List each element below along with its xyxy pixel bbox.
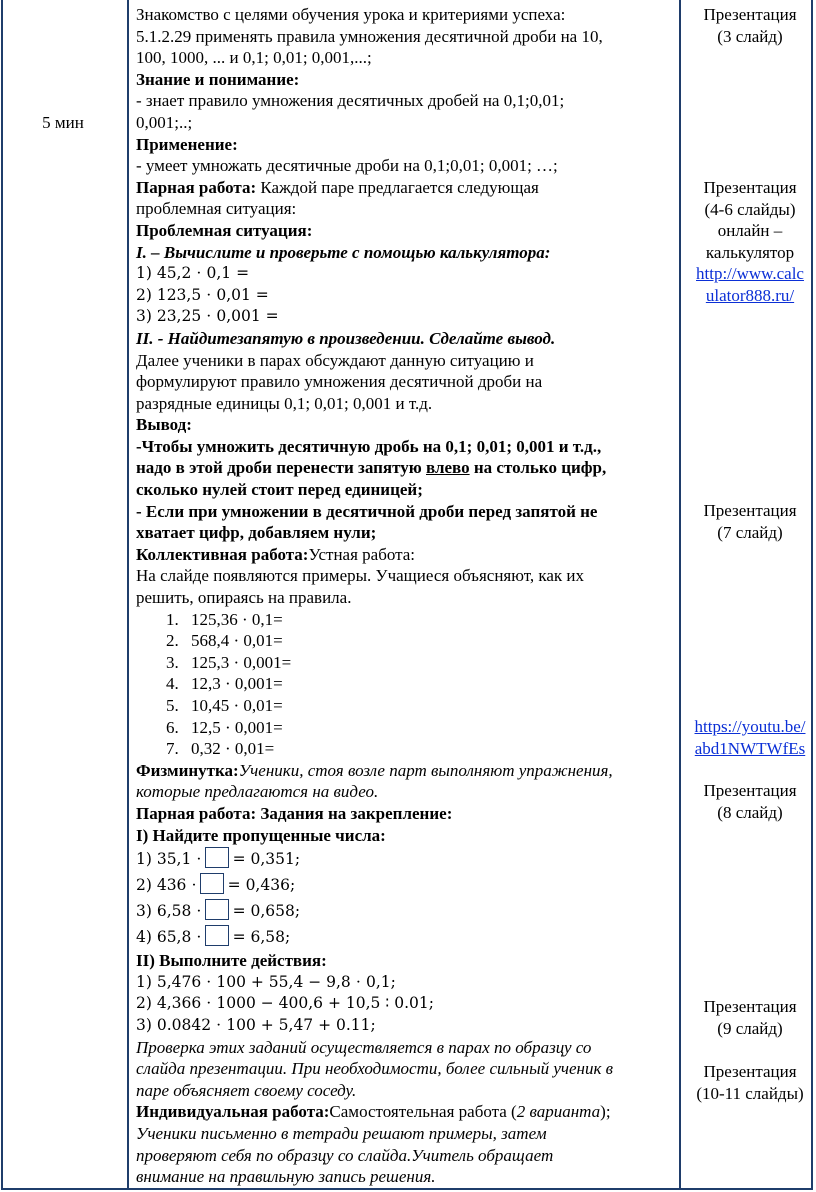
text-span: Каждой паре предлагается следующая — [256, 177, 539, 197]
resource-video-link — [686, 716, 814, 759]
pair-work-label: Парная работа: — [136, 177, 257, 197]
resource-text: (7 слайд) — [717, 522, 783, 542]
text-line: разрядные единицы 0,1; 0,01; 0,001 и т.д. — [136, 393, 433, 413]
text-line: - знает правило умножения десятичных дробей на 0,1;0,01; — [136, 91, 565, 111]
rule-line: - Если при умножении в десятичной дроби перед запятой не — [136, 501, 598, 521]
math-text: = 0,351; — [232, 850, 301, 869]
rule-line: хватает цифр, добавляем нули; — [136, 523, 377, 543]
calculator-link[interactable]: ulator888.ru/ — [705, 285, 795, 305]
text-line: 100, 1000, ... и 0,1; 0,01; 0,001,...; — [136, 48, 372, 68]
resource-presentation-8 — [686, 780, 814, 823]
list-number: 4. — [166, 674, 179, 694]
resource-text: Презентация — [703, 501, 797, 520]
math-text: 1) 35,1 ⋅ — [136, 850, 202, 869]
text-line: формулируют правило умножения десятичной дроби на — [136, 372, 543, 392]
resource-text: Презентация — [703, 5, 797, 24]
resource-text: Презентация — [703, 178, 797, 197]
resource-text: онлайн – — [717, 221, 783, 241]
resource-text: (3 слайд) — [717, 26, 783, 46]
list-text: 568,4 · 0,01= — [191, 631, 283, 651]
calculator-link[interactable]: http://www.calc — [696, 264, 804, 284]
list-number: 6. — [166, 717, 179, 737]
list-text: 125,36 · 0,1= — [191, 609, 283, 629]
task-heading: I. – Вычислите и проверьте с помощью калькулятора: — [136, 242, 551, 262]
fill-in-row — [136, 898, 676, 924]
text-span: ); — [600, 1102, 611, 1122]
resource-text: калькулятор — [705, 242, 795, 262]
column-divider — [127, 0, 129, 1188]
math-text: = 6,58; — [232, 928, 291, 947]
text-line: которые предлагаются на видео. — [136, 782, 379, 802]
section-heading: Проблемная ситуация: — [136, 220, 313, 240]
math-text: = 0,436; — [227, 876, 296, 895]
resource-presentation-10-11 — [686, 1061, 814, 1104]
section-heading: Парная работа: Задания на закрепление: — [136, 803, 453, 823]
text-line: На слайде появляются примеры. Учащиеся объясняют, как их — [136, 566, 585, 586]
resource-presentation-4-6 — [686, 177, 814, 307]
resource-text: (9 слайд) — [717, 1018, 783, 1038]
underlined-word: влево — [426, 458, 470, 478]
fill-in-row — [136, 846, 676, 872]
individual-work-label: Индивидуальная работа: — [136, 1102, 330, 1122]
text-span: Устная работа: — [308, 544, 416, 564]
resource-text: (10-11 слайды) — [696, 1083, 804, 1103]
section-heading: II) Выполните действия: — [136, 951, 327, 971]
text-line: Знакомство с целями обучения урока и критериями успеха: — [136, 5, 566, 24]
list-text: 12,3 · 0,001= — [191, 674, 283, 694]
time-cell: 5 мин — [42, 113, 84, 132]
math-text: 2) 436 ⋅ — [136, 876, 197, 895]
resource-presentation-7 — [686, 500, 814, 543]
text-line: 0,001;..; — [136, 112, 193, 132]
resource-presentation-9 — [686, 996, 814, 1039]
list-number: 3. — [166, 652, 179, 672]
section-heading: Вывод: — [136, 415, 192, 435]
task-heading: II. - Найдитезапятую в произведении. Сделайте вывод. — [136, 328, 556, 348]
fill-in-row — [136, 924, 676, 950]
math-text: 4) 65,8 ⋅ — [136, 928, 202, 947]
math-text: = 0,658; — [232, 902, 301, 921]
list-item — [136, 673, 676, 695]
rule-line: сколько нулей стоит перед единицей; — [136, 480, 423, 500]
text-line: Далее ученики в парах обсуждают данную ситуацию и — [136, 350, 534, 370]
list-item — [136, 695, 676, 717]
fill-in-row — [136, 872, 676, 898]
examples-list — [136, 609, 676, 760]
text-line: паре объясняет своему соседу. — [136, 1080, 357, 1100]
rule-line — [136, 457, 676, 479]
section-heading: I) Найдите пропущенные числа: — [136, 825, 386, 845]
section-heading: Применение: — [136, 134, 238, 154]
text-line: Ученики письменно в тетради решают примеры, затем — [136, 1123, 547, 1143]
text-line: проверяют себя по образцу со слайда.Учитель обращает — [136, 1145, 554, 1165]
column-divider — [679, 0, 681, 1188]
math-line: 3) 23,25 ⋅ 0,001 = — [136, 307, 279, 326]
list-item — [136, 630, 676, 652]
text-line: внимание на правильную запись решения. — [136, 1167, 436, 1187]
text-span: надо в этой дроби перенести запятую — [136, 458, 426, 478]
list-text: 125,3 · 0,001= — [191, 652, 292, 672]
section-heading: Знание и понимание: — [136, 69, 300, 89]
blank-box — [205, 847, 229, 868]
list-item — [136, 738, 676, 760]
text-line — [136, 544, 676, 566]
list-number: 1. — [166, 609, 179, 629]
list-item — [136, 609, 676, 631]
blank-box — [205, 899, 229, 920]
text-line: - умеет умножать десятичные дроби на 0,1;0,01; 0,001; …; — [136, 156, 558, 176]
text-line: решить, опираясь на правила. — [136, 588, 352, 608]
collective-work-label: Коллективная работа: — [136, 544, 309, 564]
text-span: на столько цифр, — [469, 458, 607, 478]
text-line: 5.1.2.29 применять правила умножения десятичной дроби на 10, — [136, 26, 603, 46]
text-span: Ученики, стоя возле парт выполняют упражнения, — [238, 760, 613, 780]
resource-text: (8 слайд) — [717, 802, 783, 822]
list-text: 12,5 · 0,001= — [191, 717, 283, 737]
list-number: 5. — [166, 696, 179, 715]
lesson-content — [136, 4, 676, 1188]
blank-box — [205, 925, 229, 946]
text-span: 2 варианта — [516, 1102, 601, 1122]
list-number: 7. — [166, 739, 179, 759]
text-line — [136, 1101, 676, 1123]
math-line: 1) 45,2 ⋅ 0,1 = — [136, 264, 250, 283]
exercise-break-label: Физминутка: — [136, 760, 239, 780]
blank-box — [200, 873, 224, 894]
video-link[interactable]: https://youtu.be/ — [694, 717, 806, 736]
list-text: 10,45 · 0,01= — [191, 696, 283, 715]
resource-text: (4-6 слайды) — [704, 199, 796, 219]
math-line: 3) 0.0842 ⋅ 100 + 5,47 + 0.11; — [136, 1015, 376, 1034]
rule-line: -Чтобы умножить десятичную дробь на 0,1; 0,01; 0,001 и т.д., — [136, 436, 602, 456]
text-line — [136, 177, 676, 199]
list-text: 0,32 · 0,01= — [191, 739, 275, 759]
math-line: 2) 123,5 ⋅ 0,01 = — [136, 285, 269, 304]
resource-text: Презентация — [703, 997, 797, 1016]
text-line: слайда презентации. При необходимости, более сильный ученик в — [136, 1059, 614, 1079]
resource-presentation-3 — [686, 4, 814, 47]
math-line: 2) 4,366 ⋅ 1000 − 400,6 + 10,5 ∶ 0.01; — [136, 994, 435, 1013]
math-text: 3) 6,58 ⋅ — [136, 902, 202, 921]
text-line — [136, 760, 676, 782]
list-item — [136, 652, 676, 674]
text-span: Самостоятельная работа ( — [329, 1102, 517, 1122]
resource-text: Презентация — [703, 781, 797, 800]
math-line: 1) 5,476 ⋅ 100 + 55,4 − 9,8 ⋅ 0,1; — [136, 972, 396, 991]
video-link[interactable]: abd1NWTWfEs — [694, 738, 806, 758]
list-item — [136, 717, 676, 739]
list-number: 2. — [166, 631, 179, 651]
text-line: Проверка этих заданий осуществляется в парах по образцу со — [136, 1037, 592, 1057]
resource-text: Презентация — [703, 1062, 797, 1081]
text-line: проблемная ситуация: — [136, 199, 297, 219]
